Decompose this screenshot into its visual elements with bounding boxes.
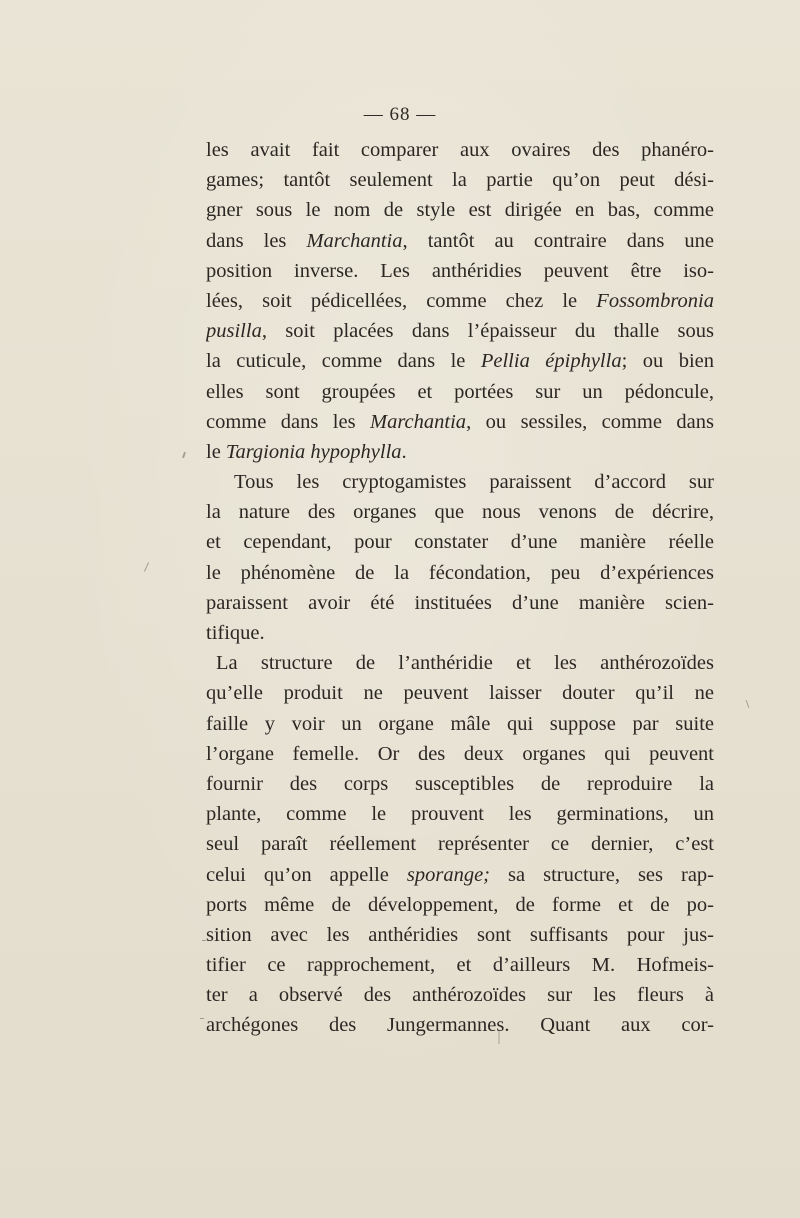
text-line: sition avec les anthéridies sont suffisants pour jus- bbox=[206, 923, 714, 946]
text-line: celui qu’on appelle sporange; sa structure, ses rap- bbox=[206, 863, 714, 886]
taxon-name: Targionia hypophylla bbox=[225, 440, 402, 463]
text-line: lées, soit pédicellées, comme chez le Fossombronia bbox=[206, 289, 714, 312]
paragraph-start: La structure de l’anthéridie et les anthérozoïdes bbox=[216, 652, 714, 675]
text-line: dans les Marchantia, tantôt au contraire dans une bbox=[206, 229, 714, 252]
text-line: la nature des organes que nous venons de décrire, bbox=[206, 501, 714, 524]
text-line: qu’elle produit ne peuvent laisser douter qu’il ne bbox=[206, 682, 714, 705]
text-line: fournir des corps susceptibles de reproduire la bbox=[206, 772, 714, 795]
text-line: faille y voir un organe mâle qui suppose par suite bbox=[206, 712, 714, 735]
text-line: tifier ce rapprochement, et d’ailleurs M. Hofmeis- bbox=[206, 954, 714, 977]
body-text bbox=[206, 135, 714, 1041]
text-line: les avait fait comparer aux ovaires des phanéro- bbox=[206, 139, 714, 161]
text-line: elles sont groupées et portées sur un pédoncule, bbox=[206, 380, 714, 403]
text-line: games; tantôt seulement la partie qu’on peut dési- bbox=[206, 169, 714, 192]
text-line: gner sous le nom de style est dirigée en bas, comme bbox=[206, 199, 714, 222]
term-italic: sporange; bbox=[406, 863, 491, 886]
page-number: — 68 — bbox=[363, 104, 437, 125]
taxon-name: Pellia épiphylla bbox=[480, 350, 622, 373]
text-line: paraissent avoir été instituées d’une manière scien- bbox=[206, 591, 714, 614]
text-line: ter a observé des anthérozoïdes sur les fleurs à bbox=[206, 984, 714, 1007]
text-line: tifique. bbox=[206, 622, 265, 644]
text-line: pusilla, soit placées dans l’épaisseur du thalle sous bbox=[206, 320, 714, 343]
text-line: comme dans les Marchantia, ou sessiles, comme dans bbox=[206, 410, 714, 433]
taxon-name: Marchantia bbox=[306, 229, 403, 252]
text-line: le Targionia hypophylla. bbox=[206, 440, 407, 463]
text-line: et cependant, pour constater d’une manière réelle bbox=[206, 531, 714, 554]
scan-speck bbox=[202, 940, 206, 941]
text-line: ports même de développement, de forme et de po- bbox=[206, 893, 714, 916]
taxon-name: Marchantia bbox=[370, 410, 467, 433]
scan-speck bbox=[498, 1030, 500, 1044]
text-line: plante, comme le prouvent les germinations, un bbox=[206, 803, 714, 826]
taxon-name: Fossombronia bbox=[596, 289, 714, 312]
text-line: archégones des Jungermannes. Quant aux cor- bbox=[206, 1014, 714, 1037]
scan-speck bbox=[200, 1018, 204, 1019]
text-line: la cuticule, comme dans le Pellia épiphylla; ou bien bbox=[206, 350, 714, 373]
text-line: seul paraît réellement représenter ce dernier, c’est bbox=[206, 833, 714, 856]
taxon-name: pusilla bbox=[206, 320, 262, 343]
scan-speck bbox=[144, 562, 149, 571]
text-line: l’organe femelle. Or des deux organes qui peuvent bbox=[206, 742, 714, 765]
scan-speck bbox=[182, 452, 186, 458]
paragraph-start: Tous les cryptogamistes paraissent d’accord sur bbox=[234, 471, 714, 494]
text-line: le phénomène de la fécondation, peu d’expériences bbox=[206, 561, 714, 584]
scan-speck bbox=[746, 700, 750, 708]
text-line: position inverse. Les anthéridies peuvent être iso- bbox=[206, 259, 714, 282]
